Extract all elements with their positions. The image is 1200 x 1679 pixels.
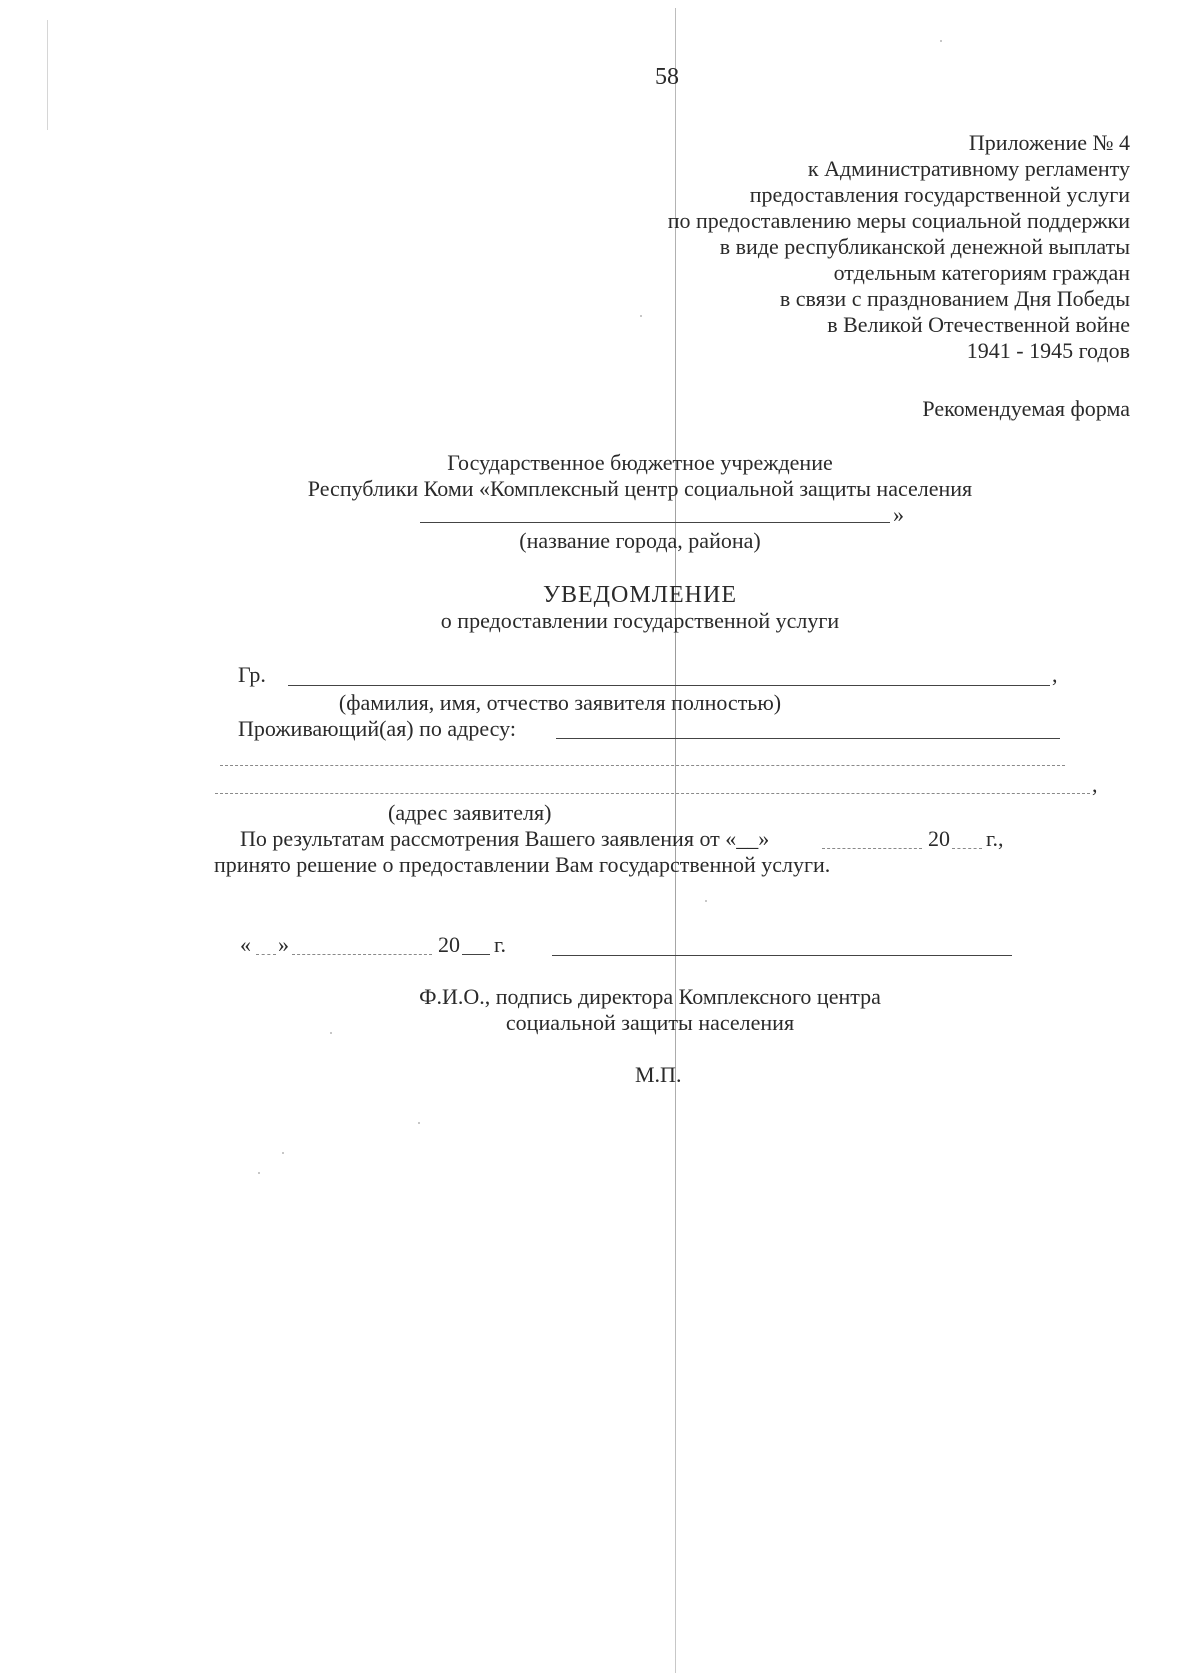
- scan-speck: [282, 1152, 284, 1154]
- appendix-line: к Административному регламенту: [807, 156, 1130, 181]
- signature-line: [552, 955, 1012, 956]
- address-blank-2: [220, 765, 1065, 766]
- appendix-line: предоставления государственной услуги: [749, 182, 1130, 207]
- institution-line-1: Государственное бюджетное учреждение: [447, 450, 833, 475]
- decision-month-blank: [822, 848, 922, 849]
- document-subtitle: о предоставлении государственной услуги: [440, 608, 840, 633]
- institution-line-2: Республики Коми «Комплексный центр социальной защиты населения: [307, 476, 973, 501]
- appendix-line: в виде республиканской денежной выплаты: [719, 234, 1130, 259]
- decision-year-blank: [952, 848, 982, 849]
- appendix-line: отдельным категориям граждан: [833, 260, 1130, 285]
- stamp-placeholder: М.П.: [635, 1062, 682, 1087]
- citizen-name-caption: (фамилия, имя, отчество заявителя полностью): [338, 690, 782, 715]
- decision-line-1-start: По результатам рассмотрения Вашего заявления от «__»: [240, 826, 770, 851]
- close-quote: »: [893, 502, 904, 527]
- decision-line-1-end: г.,: [986, 826, 1004, 851]
- recommended-form-label: Рекомендуемая форма: [922, 396, 1130, 421]
- signature-caption-2: социальной защиты населения: [505, 1010, 795, 1035]
- scan-speck: [418, 1122, 420, 1124]
- address-caption: (адрес заявителя): [388, 800, 552, 825]
- signature-date-open: «: [240, 932, 251, 957]
- scan-speck: [640, 315, 642, 317]
- appendix-line: 1941 - 1945 годов: [966, 338, 1130, 363]
- scan-speck: [705, 900, 707, 902]
- signature-caption-1: Ф.И.О., подпись директора Комплексного центра: [419, 984, 881, 1009]
- appendix-line: по предоставлению меры социальной поддержки: [667, 208, 1130, 233]
- appendix-line: в Великой Отечественной войне: [827, 312, 1130, 337]
- page-number: 58: [655, 64, 679, 90]
- citizen-prefix: Гр.: [238, 662, 266, 687]
- appendix-line: в связи с празднованием Дня Победы: [779, 286, 1130, 311]
- decision-year: 20: [928, 826, 950, 851]
- decision-line-2: принято решение о предоставлении Вам государственной услуги.: [214, 852, 831, 877]
- appendix-line: Приложение № 4: [968, 130, 1130, 155]
- signature-day-blank: [256, 954, 276, 955]
- signature-year-suffix: г.: [494, 932, 507, 957]
- citizen-name-blank: [288, 685, 1050, 686]
- signature-year-blank: [462, 954, 490, 955]
- scan-speck: [330, 1032, 332, 1034]
- city-name-blank: [420, 522, 890, 523]
- address-comma: ,: [1092, 772, 1098, 797]
- citizen-name-comma: ,: [1052, 662, 1058, 687]
- scan-edge-mark: [47, 20, 48, 130]
- signature-date-close: »: [278, 932, 289, 957]
- signature-month-blank: [292, 954, 432, 955]
- address-label: Проживающий(ая) по адресу:: [238, 716, 516, 741]
- address-blank-3: [215, 793, 1090, 794]
- address-blank-1: [556, 738, 1060, 739]
- scan-speck: [258, 1172, 260, 1174]
- scan-speck: [940, 40, 942, 42]
- signature-year: 20: [438, 932, 460, 957]
- document-title: УВЕДОМЛЕНИЕ: [543, 582, 737, 608]
- city-caption: (название города, района): [519, 528, 761, 553]
